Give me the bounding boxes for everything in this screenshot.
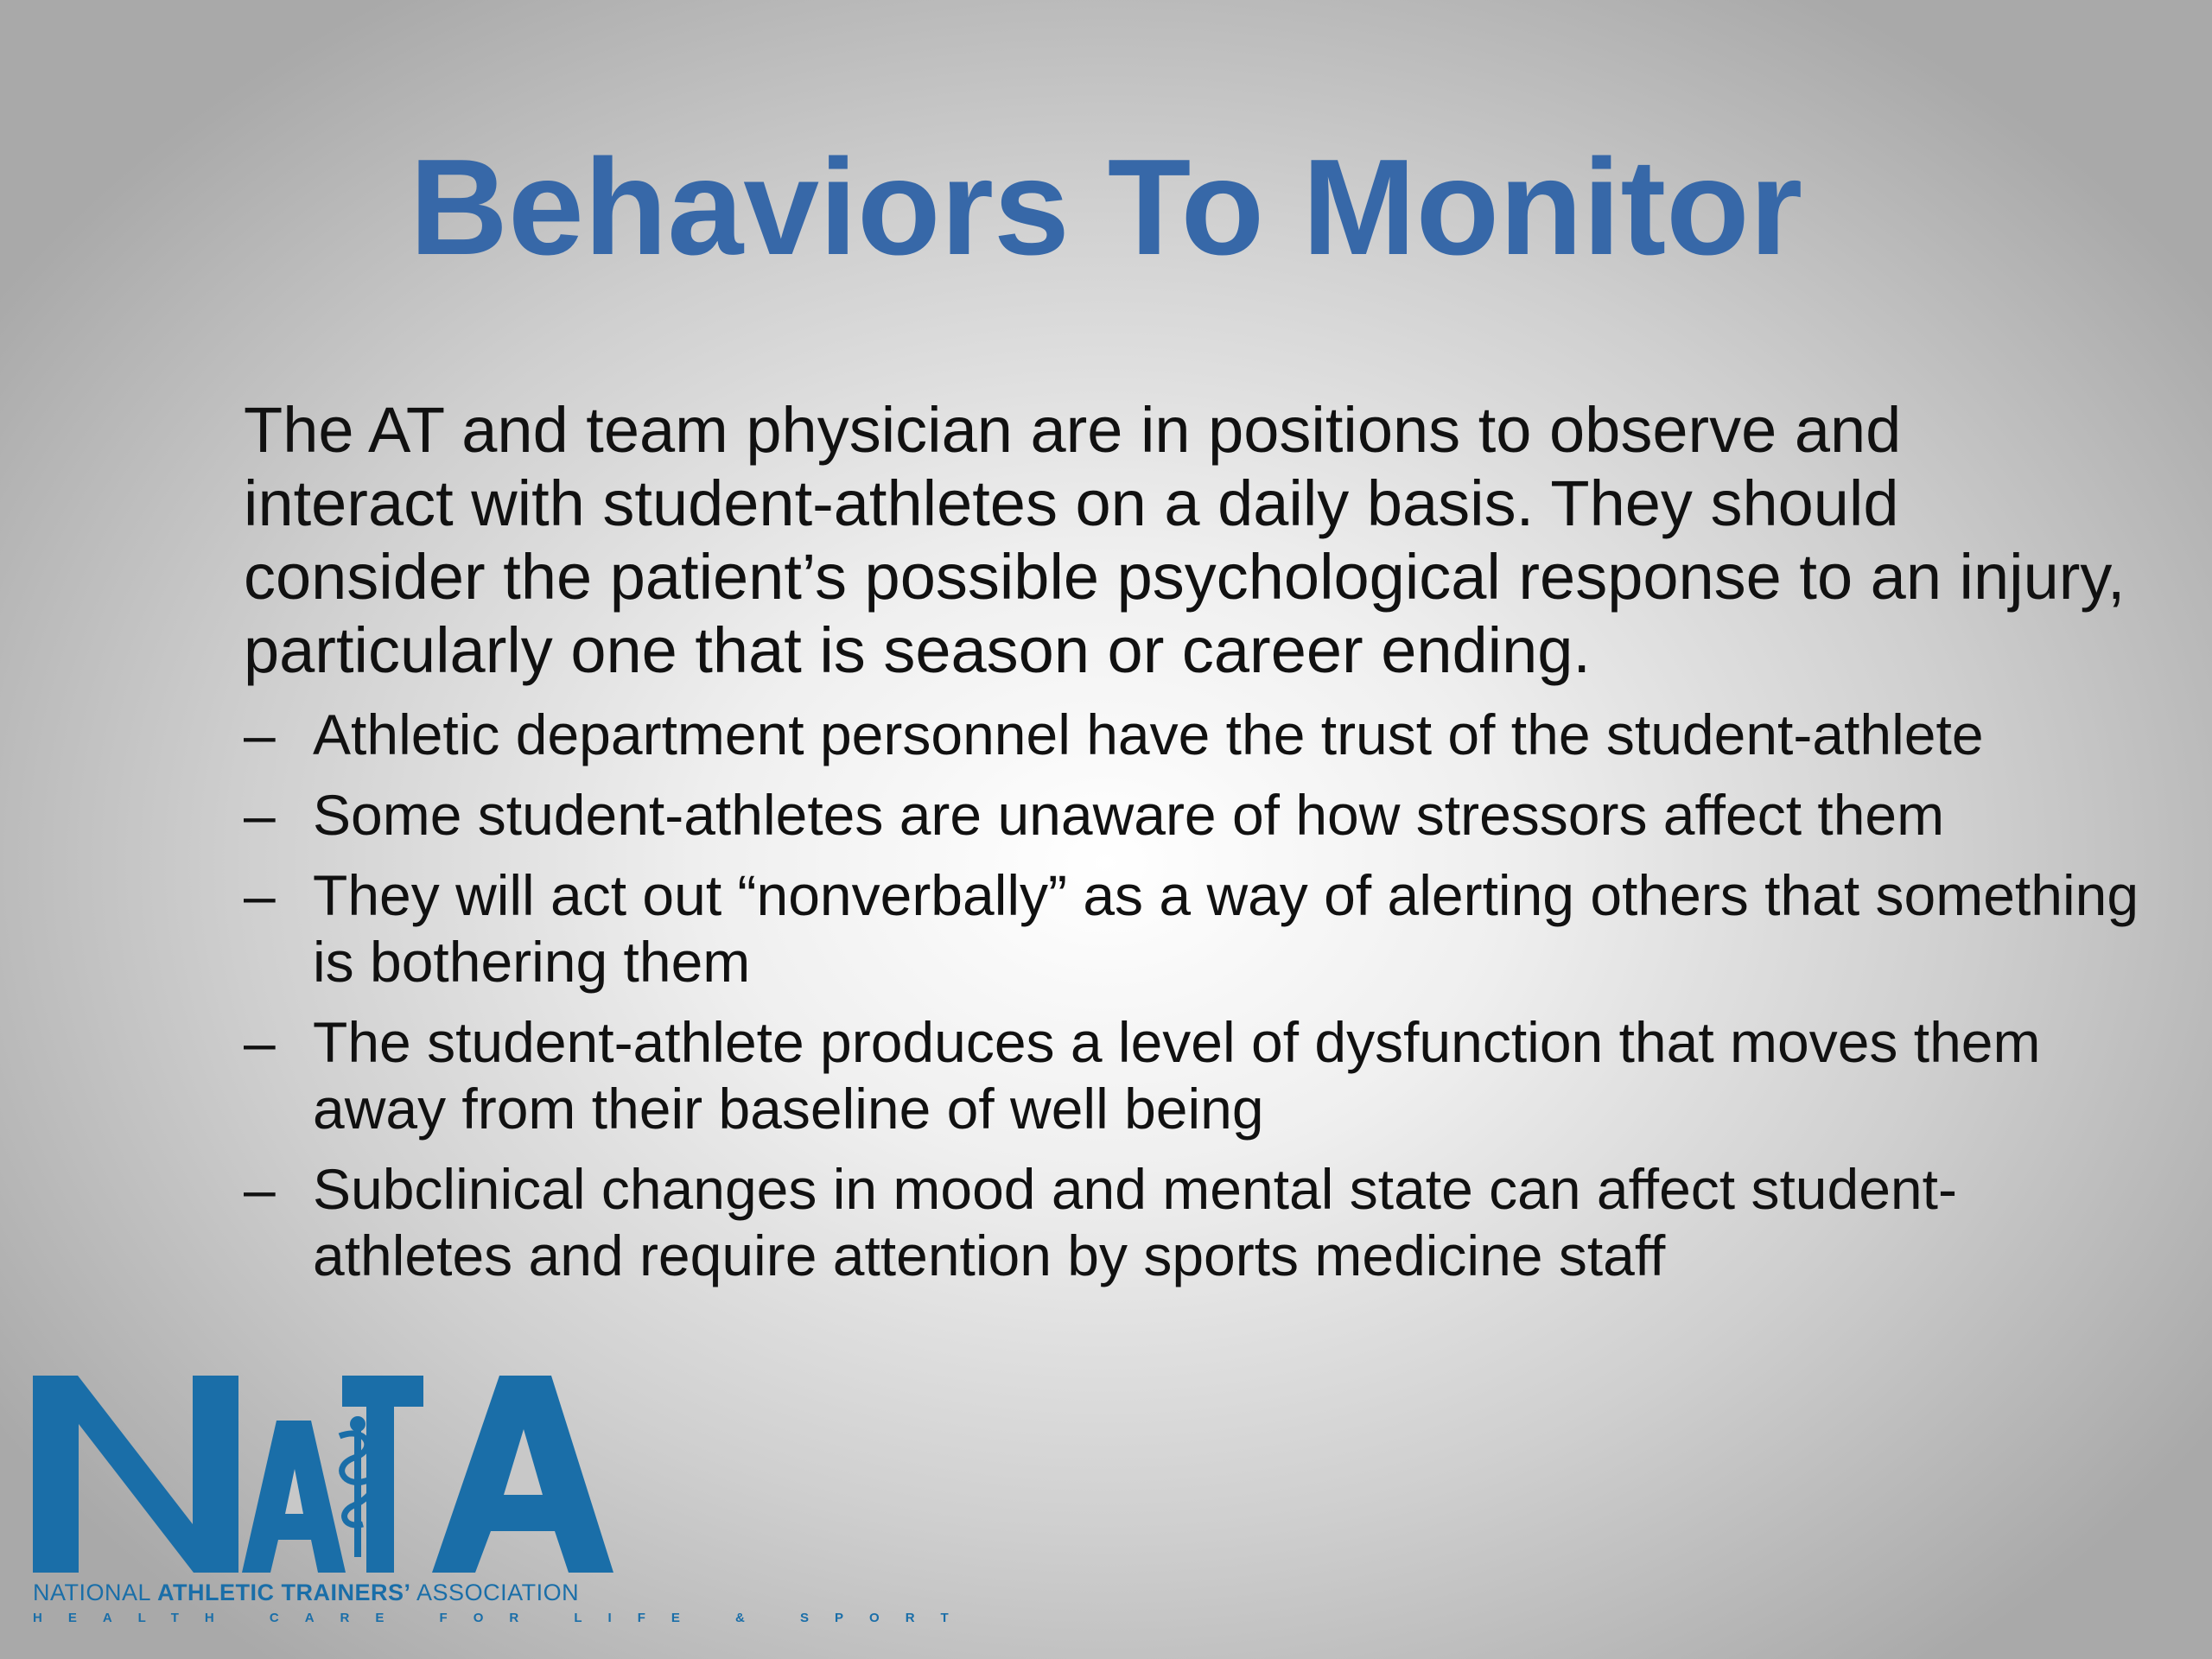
bullet-dash: – xyxy=(244,702,276,766)
nata-logo xyxy=(33,1376,975,1635)
bullet-list xyxy=(244,702,2145,1303)
bullet-item xyxy=(244,1009,2145,1142)
bullet-text: Subclinical changes in mood and mental state can affect student-athletes and require attention by sports medicine staff xyxy=(313,1157,1957,1287)
bullet-item xyxy=(244,782,2145,849)
logo-association-name xyxy=(33,1580,613,1605)
logo-line1-suffix: ASSOCIATION xyxy=(410,1580,580,1605)
logo-line1-bold: ATHLETIC TRAINERS’ xyxy=(157,1580,411,1605)
bullet-text: They will act out “nonverbally” as a way of alerting others that something is bothering them xyxy=(313,863,2139,994)
nata-logo-mark xyxy=(33,1376,613,1574)
bullet-item xyxy=(244,1156,2145,1289)
logo-line1-prefix: NATIONAL xyxy=(33,1580,158,1605)
logo-tagline: HEALTH CARE FOR LIFE & SPORT xyxy=(33,1611,975,1625)
bullet-item xyxy=(244,862,2145,995)
bullet-text: Some student-athletes are unaware of how stressors affect them xyxy=(313,783,1945,847)
logo-letter-t-bar xyxy=(342,1376,423,1407)
bullet-dash: – xyxy=(244,863,276,927)
bullet-text: The student-athlete produces a level of dysfunction that moves them away from their baseline of well being xyxy=(313,1010,2041,1141)
bullet-text: Athletic department personnel have the trust of the student-athlete xyxy=(313,702,1984,766)
logo-letter-n xyxy=(33,1376,238,1573)
bullet-dash: – xyxy=(244,1010,276,1074)
bullet-dash: – xyxy=(244,783,276,847)
slide-title: Behaviors To Monitor xyxy=(409,131,1803,283)
bullet-dash: – xyxy=(244,1157,276,1221)
intro-paragraph: The AT and team physician are in positions to observe and interact with student-athletes on a daily basis. They should consider the patient’s possible psychological response to an injury, particularly one that is season or career ending. xyxy=(244,394,2126,686)
bullet-item xyxy=(244,702,2145,768)
